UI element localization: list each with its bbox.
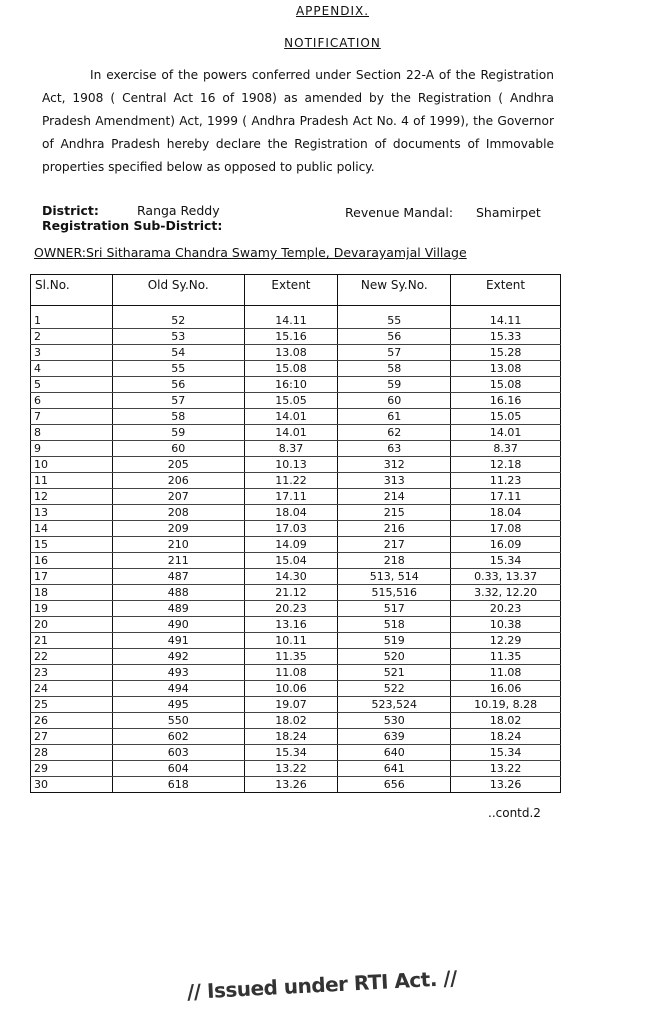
- cell-new-extent: 13.26: [451, 777, 561, 793]
- cell-old-extent: 10.06: [244, 681, 338, 697]
- cell-new-sy-no: 216: [338, 521, 451, 537]
- cell-old-extent: 14.01: [244, 409, 338, 425]
- cell-new-extent: 20.23: [451, 601, 561, 617]
- cell-old-sy-no: 209: [112, 521, 244, 537]
- cell-old-extent: 10.11: [244, 633, 338, 649]
- cell-new-sy-no: 63: [338, 441, 451, 457]
- cell-new-extent: 11.23: [451, 473, 561, 489]
- district-value: Ranga Reddy: [137, 203, 220, 218]
- cell-new-sy-no: 62: [338, 425, 451, 441]
- cell-sl-no: 19: [31, 601, 113, 617]
- cell-old-extent: 13.16: [244, 617, 338, 633]
- cell-old-sy-no: 60: [112, 441, 244, 457]
- cell-new-sy-no: 639: [338, 729, 451, 745]
- table-row: [31, 633, 561, 649]
- continued-note: ..contd.2: [488, 806, 541, 820]
- cell-old-extent: 17.03: [244, 521, 338, 537]
- table-body: [31, 306, 561, 793]
- cell-sl-no: 30: [31, 777, 113, 793]
- cell-new-extent: 18.24: [451, 729, 561, 745]
- cell-new-sy-no: 55: [338, 306, 451, 329]
- cell-sl-no: 10: [31, 457, 113, 473]
- cell-sl-no: 17: [31, 569, 113, 585]
- cell-old-sy-no: 205: [112, 457, 244, 473]
- registration-subdistrict-label: Registration Sub-District:: [42, 218, 223, 233]
- cell-old-sy-no: 489: [112, 601, 244, 617]
- cell-new-extent: 14.01: [451, 425, 561, 441]
- cell-sl-no: 22: [31, 649, 113, 665]
- table-row: [31, 729, 561, 745]
- cell-new-sy-no: 214: [338, 489, 451, 505]
- cell-sl-no: 27: [31, 729, 113, 745]
- cell-old-extent: 13.08: [244, 345, 338, 361]
- header-sl-no: Sl.No.: [31, 275, 113, 306]
- cell-new-extent: 8.37: [451, 441, 561, 457]
- cell-new-sy-no: 61: [338, 409, 451, 425]
- cell-old-extent: 16:10: [244, 377, 338, 393]
- table-row: [31, 617, 561, 633]
- cell-old-extent: 18.24: [244, 729, 338, 745]
- cell-new-extent: 18.02: [451, 713, 561, 729]
- table-row: [31, 537, 561, 553]
- table-row: [31, 473, 561, 489]
- cell-new-sy-no: 641: [338, 761, 451, 777]
- cell-new-extent: 18.04: [451, 505, 561, 521]
- cell-old-extent: 14.01: [244, 425, 338, 441]
- cell-sl-no: 14: [31, 521, 113, 537]
- cell-new-extent: 15.33: [451, 329, 561, 345]
- cell-old-sy-no: 207: [112, 489, 244, 505]
- cell-old-extent: 17.11: [244, 489, 338, 505]
- cell-new-sy-no: 518: [338, 617, 451, 633]
- cell-new-sy-no: 312: [338, 457, 451, 473]
- table-row: [31, 681, 561, 697]
- cell-old-sy-no: 58: [112, 409, 244, 425]
- table-row: [31, 425, 561, 441]
- cell-old-extent: 13.26: [244, 777, 338, 793]
- cell-old-sy-no: 56: [112, 377, 244, 393]
- cell-sl-no: 2: [31, 329, 113, 345]
- cell-sl-no: 15: [31, 537, 113, 553]
- cell-new-extent: 17.11: [451, 489, 561, 505]
- cell-new-sy-no: 520: [338, 649, 451, 665]
- cell-new-extent: 13.22: [451, 761, 561, 777]
- cell-old-extent: 8.37: [244, 441, 338, 457]
- cell-old-extent: 15.08: [244, 361, 338, 377]
- cell-new-extent: 13.08: [451, 361, 561, 377]
- cell-sl-no: 6: [31, 393, 113, 409]
- cell-new-sy-no: 60: [338, 393, 451, 409]
- header-new-sy-no: New Sy.No.: [338, 275, 451, 306]
- cell-old-extent: 15.05: [244, 393, 338, 409]
- cell-old-extent: 18.04: [244, 505, 338, 521]
- cell-new-extent: 15.08: [451, 377, 561, 393]
- table-row: [31, 329, 561, 345]
- appendix-heading: APPENDIX.: [295, 4, 370, 18]
- cell-old-sy-no: 59: [112, 425, 244, 441]
- cell-sl-no: 21: [31, 633, 113, 649]
- revenue-mandal-label: Revenue Mandal:: [345, 205, 454, 220]
- revenue-mandal-value: Shamirpet: [476, 205, 541, 220]
- owner-line: OWNER:Sri Sitharama Chandra Swamy Temple, Devarayamjal Village: [34, 245, 467, 260]
- cell-old-extent: 15.16: [244, 329, 338, 345]
- table-row: [31, 745, 561, 761]
- cell-sl-no: 16: [31, 553, 113, 569]
- notification-paragraph: In exercise of the powers conferred under Section 22-A of the Registration Act, 1908 ( Central Act 16 of 1908) as amended by the Registration ( Andhra Pradesh Amendment) Act, 1999 ( Andhra Pradesh Act No. 4 of 1999), the Governor of Andhra Pradesh hereby declare the Registration of documents of Immovable properties specified below as opposed to public policy.: [42, 68, 554, 174]
- cell-old-sy-no: 603: [112, 745, 244, 761]
- table-row: [31, 306, 561, 329]
- cell-old-sy-no: 490: [112, 617, 244, 633]
- cell-sl-no: 9: [31, 441, 113, 457]
- cell-old-extent: 11.22: [244, 473, 338, 489]
- header-new-extent: Extent: [451, 275, 561, 306]
- cell-old-sy-no: 492: [112, 649, 244, 665]
- table-row: [31, 361, 561, 377]
- notification-heading: NOTIFICATION: [284, 36, 381, 50]
- table-row: [31, 697, 561, 713]
- cell-new-sy-no: 522: [338, 681, 451, 697]
- cell-old-sy-no: 604: [112, 761, 244, 777]
- cell-old-extent: 15.34: [244, 745, 338, 761]
- cell-sl-no: 29: [31, 761, 113, 777]
- cell-new-extent: 15.34: [451, 553, 561, 569]
- cell-new-sy-no: 56: [338, 329, 451, 345]
- cell-old-sy-no: 57: [112, 393, 244, 409]
- cell-old-extent: 21.12: [244, 585, 338, 601]
- table-row: [31, 489, 561, 505]
- cell-old-sy-no: 602: [112, 729, 244, 745]
- table-row: [31, 441, 561, 457]
- table-row: [31, 585, 561, 601]
- cell-sl-no: 4: [31, 361, 113, 377]
- cell-new-sy-no: 217: [338, 537, 451, 553]
- cell-sl-no: 1: [31, 306, 113, 329]
- table-row: [31, 393, 561, 409]
- cell-sl-no: 13: [31, 505, 113, 521]
- table-header-row: [31, 275, 561, 306]
- table-row: [31, 457, 561, 473]
- cell-old-extent: 14.30: [244, 569, 338, 585]
- cell-old-sy-no: 52: [112, 306, 244, 329]
- cell-new-extent: 16.16: [451, 393, 561, 409]
- rti-stamp: // Issued under RTI Act. //: [186, 965, 458, 1004]
- cell-old-extent: 15.04: [244, 553, 338, 569]
- cell-sl-no: 7: [31, 409, 113, 425]
- cell-sl-no: 5: [31, 377, 113, 393]
- cell-old-sy-no: 54: [112, 345, 244, 361]
- table-row: [31, 665, 561, 681]
- cell-new-extent: 14.11: [451, 306, 561, 329]
- cell-new-sy-no: 58: [338, 361, 451, 377]
- cell-sl-no: 8: [31, 425, 113, 441]
- cell-sl-no: 18: [31, 585, 113, 601]
- cell-old-sy-no: 493: [112, 665, 244, 681]
- survey-table: [30, 274, 561, 793]
- cell-new-extent: 12.18: [451, 457, 561, 473]
- cell-old-extent: 20.23: [244, 601, 338, 617]
- cell-old-extent: 11.08: [244, 665, 338, 681]
- table-row: [31, 713, 561, 729]
- table-row: [31, 345, 561, 361]
- cell-old-sy-no: 494: [112, 681, 244, 697]
- cell-new-sy-no: 517: [338, 601, 451, 617]
- table-row: [31, 601, 561, 617]
- table-row: [31, 777, 561, 793]
- cell-new-sy-no: 521: [338, 665, 451, 681]
- cell-sl-no: 3: [31, 345, 113, 361]
- cell-old-sy-no: 550: [112, 713, 244, 729]
- cell-new-sy-no: 215: [338, 505, 451, 521]
- table-row: [31, 521, 561, 537]
- cell-old-extent: 14.11: [244, 306, 338, 329]
- cell-new-sy-no: 57: [338, 345, 451, 361]
- cell-new-extent: 11.08: [451, 665, 561, 681]
- cell-new-extent: 10.38: [451, 617, 561, 633]
- cell-old-extent: 14.09: [244, 537, 338, 553]
- table-row: [31, 409, 561, 425]
- cell-new-extent: 15.34: [451, 745, 561, 761]
- cell-sl-no: 23: [31, 665, 113, 681]
- cell-sl-no: 20: [31, 617, 113, 633]
- table-row: [31, 505, 561, 521]
- cell-old-extent: 13.22: [244, 761, 338, 777]
- cell-new-extent: 12.29: [451, 633, 561, 649]
- cell-new-sy-no: 515,516: [338, 585, 451, 601]
- table-row: [31, 649, 561, 665]
- cell-sl-no: 24: [31, 681, 113, 697]
- cell-new-sy-no: 640: [338, 745, 451, 761]
- cell-sl-no: 12: [31, 489, 113, 505]
- cell-new-extent: 15.05: [451, 409, 561, 425]
- cell-new-sy-no: 530: [338, 713, 451, 729]
- cell-new-extent: 3.32, 12.20: [451, 585, 561, 601]
- cell-old-sy-no: 208: [112, 505, 244, 521]
- table-row: [31, 569, 561, 585]
- cell-old-sy-no: 53: [112, 329, 244, 345]
- header-old-sy-no: Old Sy.No.: [112, 275, 244, 306]
- table-row: [31, 553, 561, 569]
- cell-new-sy-no: 513, 514: [338, 569, 451, 585]
- cell-new-extent: 15.28: [451, 345, 561, 361]
- cell-old-sy-no: 495: [112, 697, 244, 713]
- table-row: [31, 761, 561, 777]
- district-label: District:: [42, 203, 99, 218]
- cell-new-extent: 17.08: [451, 521, 561, 537]
- cell-new-extent: 11.35: [451, 649, 561, 665]
- table-row: [31, 377, 561, 393]
- cell-sl-no: 26: [31, 713, 113, 729]
- cell-old-extent: 11.35: [244, 649, 338, 665]
- cell-sl-no: 11: [31, 473, 113, 489]
- cell-new-sy-no: 656: [338, 777, 451, 793]
- cell-new-sy-no: 523,524: [338, 697, 451, 713]
- cell-old-sy-no: 210: [112, 537, 244, 553]
- cell-old-sy-no: 618: [112, 777, 244, 793]
- cell-old-sy-no: 206: [112, 473, 244, 489]
- cell-old-sy-no: 211: [112, 553, 244, 569]
- cell-new-sy-no: 218: [338, 553, 451, 569]
- cell-old-sy-no: 55: [112, 361, 244, 377]
- cell-sl-no: 25: [31, 697, 113, 713]
- cell-new-sy-no: 519: [338, 633, 451, 649]
- cell-old-sy-no: 488: [112, 585, 244, 601]
- cell-old-sy-no: 491: [112, 633, 244, 649]
- cell-old-extent: 10.13: [244, 457, 338, 473]
- cell-new-extent: 16.06: [451, 681, 561, 697]
- cell-new-extent: 16.09: [451, 537, 561, 553]
- cell-old-extent: 19.07: [244, 697, 338, 713]
- header-old-extent: Extent: [244, 275, 338, 306]
- cell-sl-no: 28: [31, 745, 113, 761]
- cell-new-extent: 10.19, 8.28: [451, 697, 561, 713]
- cell-old-sy-no: 487: [112, 569, 244, 585]
- cell-new-sy-no: 59: [338, 377, 451, 393]
- cell-old-extent: 18.02: [244, 713, 338, 729]
- cell-new-sy-no: 313: [338, 473, 451, 489]
- cell-new-extent: 0.33, 13.37: [451, 569, 561, 585]
